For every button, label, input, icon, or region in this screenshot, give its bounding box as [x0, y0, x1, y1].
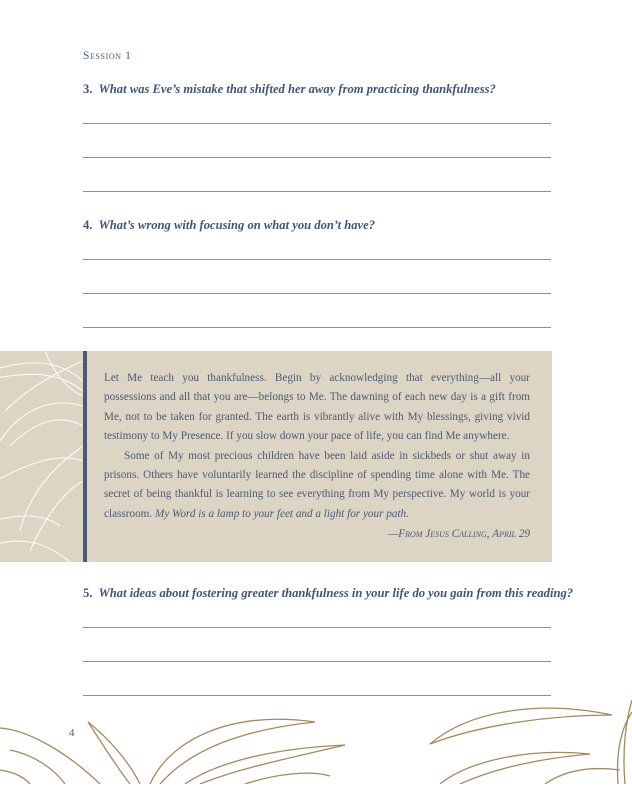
answer-line[interactable] [83, 157, 551, 158]
question-number: 3. [83, 82, 93, 96]
answer-line[interactable] [83, 695, 551, 696]
answer-line[interactable] [83, 661, 551, 662]
question-text: What was Eve’s mistake that shifted her away from practicing thankfulness? [98, 82, 496, 96]
attribution-date: April 29 [492, 528, 530, 540]
question-text: What ideas about fostering greater thankfulness in your life do you gain from this reading? [98, 586, 574, 600]
attribution-source: Jesus Calling, [425, 528, 490, 540]
leaf-decoration-icon [0, 351, 83, 562]
question-number: 4. [83, 218, 93, 232]
quote-paragraph-2-text: Some of My most precious children have been laid aside in sickbeds or shut away in prisons. Others have voluntarily learned the discipline of spending time alone with Me. The secret of being thankful is learning to see everything from My perspective. My world is your classroom. [104, 449, 530, 520]
quote-accent-bar [83, 351, 87, 562]
leaf-footer-icon [0, 700, 632, 784]
answer-line[interactable] [83, 627, 551, 628]
quote-paragraph-1: Let Me teach you thankfulness. Begin by acknowledging that everything—all your possessions and all that you are—belongs to Me. The dawning of each new day is a gift from Me, not to be taken for granted. The earth is vibrantly alive with My blessings, giving vivid testimony to My Presence. If you slow down your pace of life, you can find Me anywhere. [104, 372, 530, 443]
question-3 [83, 82, 553, 97]
devotional-quote [104, 369, 530, 524]
answer-line[interactable] [83, 191, 551, 192]
answer-line[interactable] [83, 327, 551, 328]
question-number: 5. [83, 586, 93, 600]
quote-attribution [388, 528, 530, 540]
quote-scripture: My Word is a lamp to your feet and a light for your path. [154, 507, 409, 520]
question-text: What’s wrong with focusing on what you don’t have? [98, 218, 376, 232]
quote-paragraph-2 [104, 447, 530, 525]
question-5 [83, 586, 574, 601]
attribution-prefix: —From [388, 528, 423, 540]
page-number: 4 [69, 727, 75, 739]
session-label: Session 1 [83, 50, 132, 62]
answer-line[interactable] [83, 259, 551, 260]
question-4 [83, 218, 553, 233]
answer-line[interactable] [83, 293, 551, 294]
answer-line[interactable] [83, 123, 551, 124]
